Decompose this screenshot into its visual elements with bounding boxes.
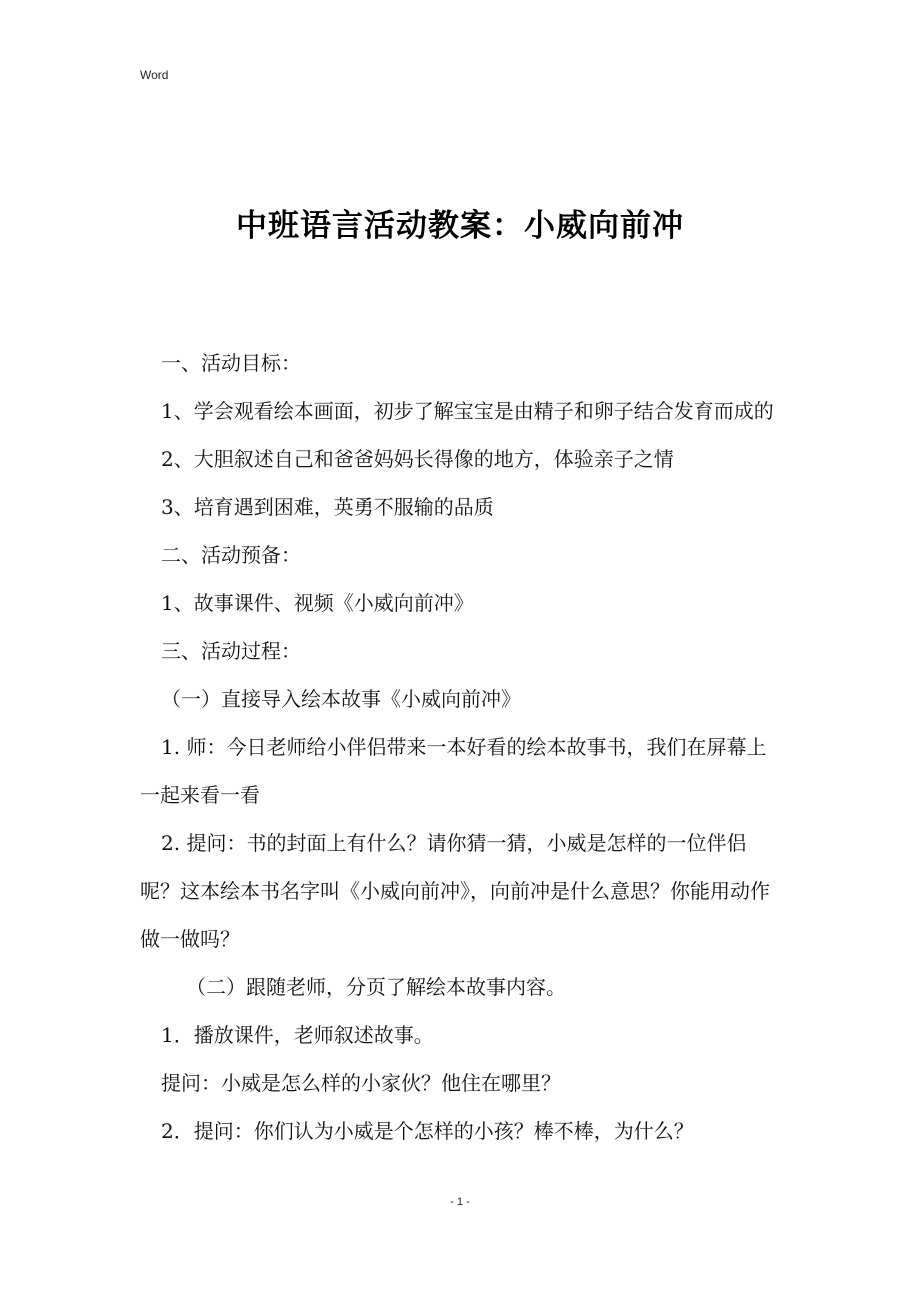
process-step-1-heading: （一）直接导入绘本故事《小威向前冲》 [161,687,521,711]
process-step-2-item-2: 2．提问：你们认为小威是个怎样的小孩？棒不棒，为什么？ [161,1119,694,1143]
process-step-2-heading: （二）跟随老师，分页了解绘本故事内容。 [186,975,566,999]
process-step-1-item-1: 1. 师：今日老师给小伴侣带来一本好看的绘本故事书，我们在屏幕上一起来看一看 [140,735,767,807]
section-heading-preparation: 二、活动预备： [161,543,301,567]
goal-item-3: 3、培育遇到困难，英勇不服输的品质 [161,495,494,519]
process-step-1-item-2: 2. 提问：书的封面上有什么？请你猜一猜，小威是怎样的一位伴侣呢？这本绘本书名字叫《小威向前冲》，向前冲是什么意思？你能用动作做一做吗？ [140,831,770,951]
section-heading-goals: 一、活动目标： [161,351,301,375]
document-body [140,339,785,1155]
goal-item-2: 2、大胆叙述自己和爸爸妈妈长得像的地方，体验亲子之情 [161,447,674,471]
section-heading-process: 三、活动过程： [161,639,301,663]
process-step-2-question-1: 提问：小威是怎么样的小家伙？他住在哪里？ [161,1071,561,1095]
page-number: - 1 - [450,1196,470,1208]
preparation-item-1: 1、故事课件、视频《小威向前冲》 [161,591,474,615]
process-step-2-item-1: 1．播放课件，老师叙述故事。 [161,1023,434,1047]
document-title: 中班语言活动教案：小威向前冲 [236,208,684,244]
document-header-label: Word [140,68,169,82]
goal-item-1: 1、学会观看绘本画面，初步了解宝宝是由精子和卵子结合发育而成的 [161,399,774,423]
